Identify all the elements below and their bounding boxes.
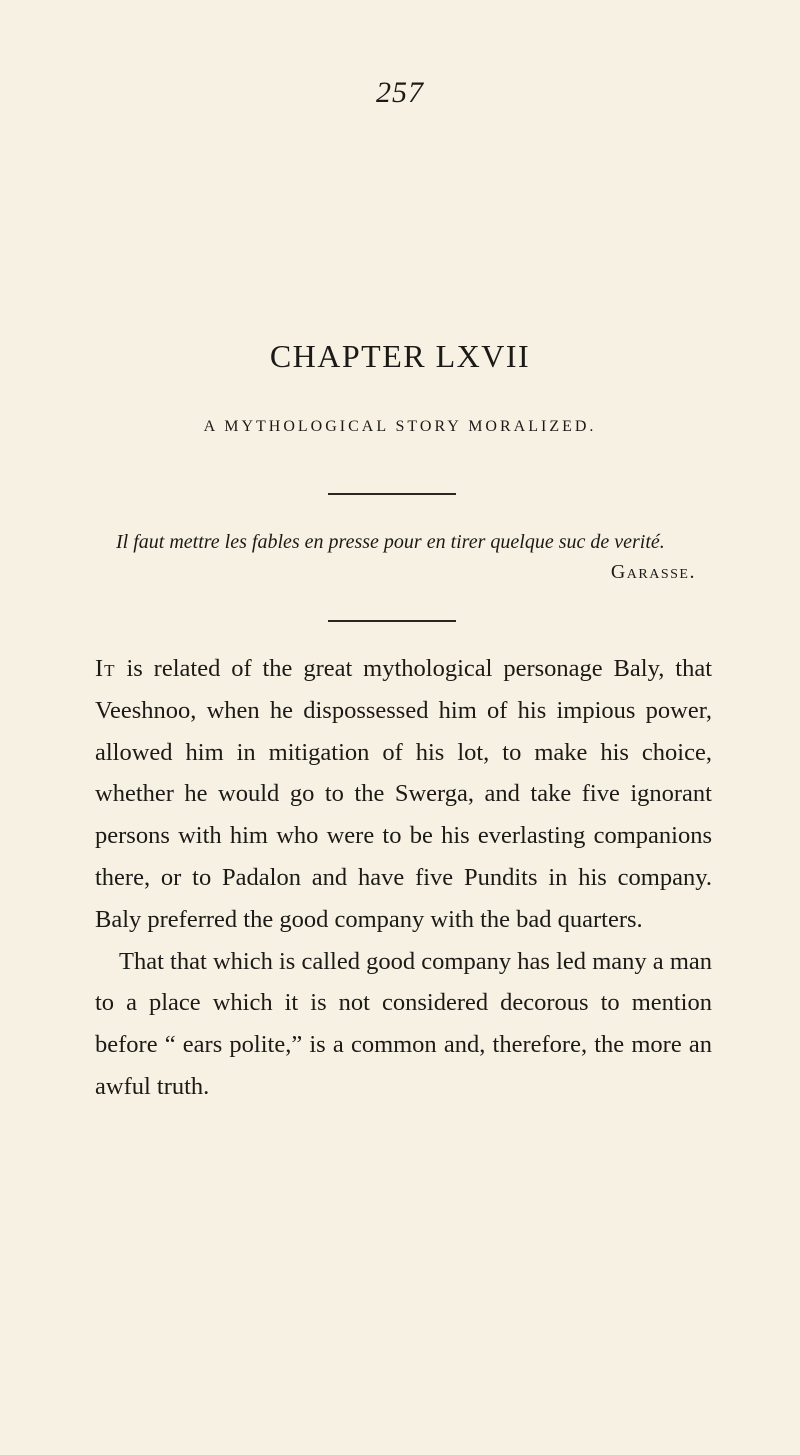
paragraph-1-text: is related of the great mythological personage Baly, that Veeshnoo, when he dispossessed him of his impious power, allowed him in mitigation of his lot, to make his choice, whether he would go to the Swerga, and take five ignorant persons with him who were to be his everlasting companions there, or to Padalon and have five Pundits in his company. Baly preferred the good company with the bad quarters. xyxy=(95,655,712,933)
bottom-divider-rule xyxy=(328,620,456,622)
body-text xyxy=(95,648,712,1108)
paragraph-2: That that which is called good company has led many a man to a place which it is not considered decorous to mention before “ ears polite,” is a common and, therefore, the more an awful truth. xyxy=(95,947,712,1100)
epigraph xyxy=(116,527,696,583)
top-divider-rule xyxy=(328,493,456,495)
paragraph-1 xyxy=(95,648,712,941)
chapter-title: CHAPTER LXVII xyxy=(269,338,531,374)
opening-word: It xyxy=(95,655,116,682)
epigraph-quote: Il faut mettre les fables en presse pour en tirer quelque suc de verité. xyxy=(116,531,665,553)
epigraph-attribution: Garasse. xyxy=(610,561,696,583)
page-number: 257 xyxy=(376,76,424,109)
chapter-subtitle: A MYTHOLOGICAL STORY MORALIZED. xyxy=(203,418,597,435)
